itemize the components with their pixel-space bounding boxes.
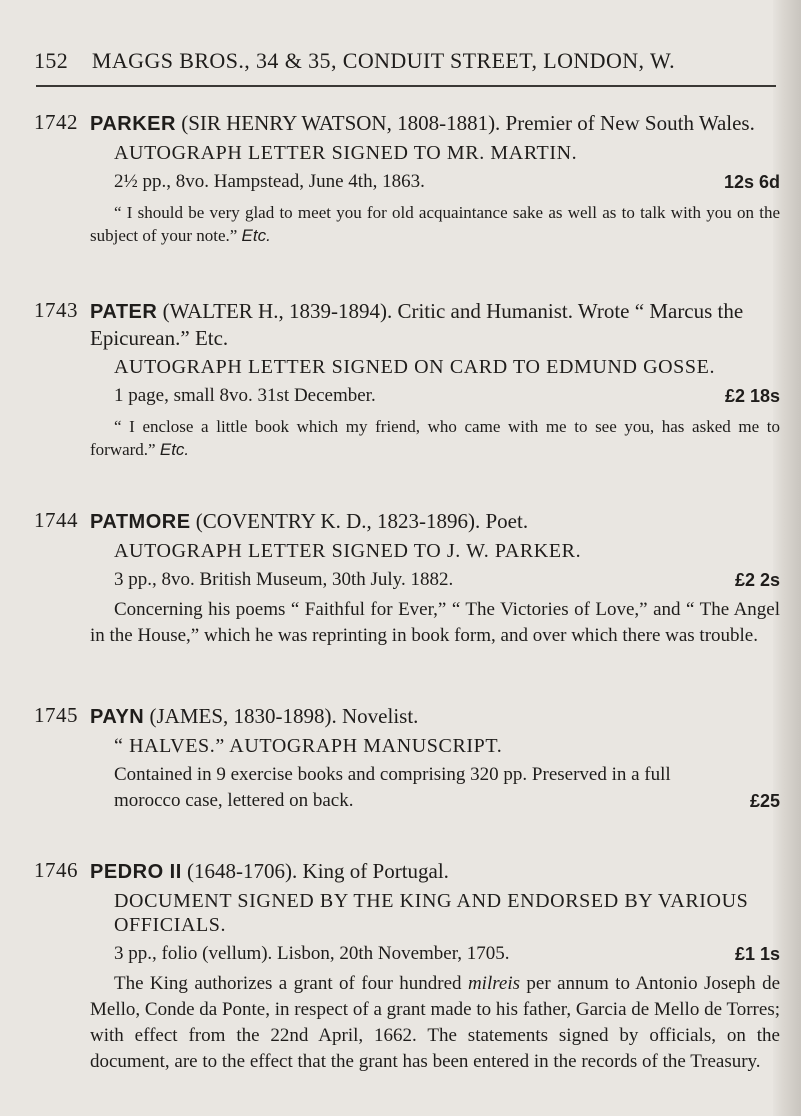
entry-desc-text: 3 pp., folio (vellum). Lisbon, 20th November, 1705. (114, 943, 510, 964)
entry-subtitle: (SIR HENRY WATSON, 1808-1881). Premier of New South Wales. (181, 111, 755, 135)
page-header (34, 48, 774, 74)
entry-title: AUTOGRAPH LETTER SIGNED ON CARD TO EDMUND GOSSE. (114, 356, 716, 378)
catalogue-entry (34, 703, 780, 814)
entry-quote (90, 201, 780, 247)
entry-description (114, 941, 780, 967)
entry-name: PATER (90, 301, 158, 323)
entry-desc-text: 1 page, small 8vo. 31st December. (114, 385, 376, 406)
quote-etc: Etc. (241, 226, 271, 245)
entry-name: PARKER (90, 113, 176, 135)
catalogue-entry (34, 298, 780, 461)
entry-description (114, 383, 780, 409)
note-italic: milreis (467, 973, 521, 994)
entry-name: PATMORE (90, 511, 191, 533)
entry-price: £2 2s (734, 570, 780, 590)
catalogue-entry (34, 110, 780, 247)
lot-number: 1743 (34, 298, 78, 322)
entry-price: £25 (749, 791, 780, 811)
entry-price: 12s 6d (723, 172, 780, 192)
entry-description (114, 567, 780, 593)
lot-number: 1744 (34, 508, 78, 532)
header-text: MAGGS BROS., 34 & 35, CONDUIT STREET, LONDON, W. (91, 48, 675, 73)
quote-text: “ I should be very glad to meet you for old acquaintance sake as well as to talk with you on the subject of your note.” (90, 203, 780, 245)
quote-etc: Etc. (159, 440, 190, 459)
note-text-after: per annum to Antonio Joseph de Mello, Conde da Ponte, in respect of a grant made to his father, Garcia de Mello de Torres; with effect from the 22nd April, 1662. The statements signed by officials, on the document, are to the effect that the grant has been entered in the records of the Treasury. (90, 973, 780, 1072)
entry-subtitle: (JAMES, 1830-1898). Novelist. (149, 704, 419, 728)
entry-title: AUTOGRAPH LETTER SIGNED TO MR. MARTIN. (114, 142, 578, 164)
lot-number: 1746 (34, 858, 78, 882)
header-rule (36, 85, 776, 87)
entry-subtitle: (WALTER H., 1839-1894). Critic and Humanist. Wrote “ Marcus the Epicurean.” Etc. (90, 299, 744, 350)
quote-text: “ I enclose a little book which my friend, who came with me to see you, has asked me to forward.” (90, 417, 780, 459)
catalogue-entry (34, 508, 780, 649)
entry-note: Concerning his poems “ Faithful for Ever,” “ The Victories of Love,” and “ The Angel in the House,” which he was reprinting in book form, and over which there was trouble. (90, 599, 780, 646)
entry-name: PAYN (90, 706, 145, 728)
entry-desc-text: 2½ pp., 8vo. Hampstead, June 4th, 1863. (114, 171, 425, 192)
entry-description (114, 762, 780, 814)
catalogue-entry (34, 858, 780, 1075)
entry-description (114, 169, 780, 195)
entry-price: £2 18s (724, 386, 780, 406)
entry-title: “ HALVES.” AUTOGRAPH MANUSCRIPT. (114, 735, 503, 757)
entry-title: DOCUMENT SIGNED BY THE KING AND ENDORSED BY VARIOUS OFFICIALS. (114, 890, 749, 936)
entry-desc-text: Contained in 9 exercise books and comprising 320 pp. Preserved in a full morocco case, lettered on back. (114, 764, 671, 811)
lot-number: 1742 (34, 110, 78, 134)
entry-note (90, 971, 780, 1075)
entry-name: PEDRO II (90, 861, 182, 883)
entry-quote (90, 415, 780, 461)
entry-subtitle: (1648-1706). King of Portugal. (187, 859, 449, 883)
page-number: 152 (34, 48, 69, 73)
entry-subtitle: (COVENTRY K. D., 1823-1896). Poet. (195, 509, 529, 533)
lot-number: 1745 (34, 703, 78, 727)
note-text-before: The King authorizes a grant of four hundred (114, 973, 462, 994)
entry-desc-text: 3 pp., 8vo. British Museum, 30th July. 1882. (114, 569, 454, 590)
entry-price: £1 1s (734, 944, 780, 964)
entry-title: AUTOGRAPH LETTER SIGNED TO J. W. PARKER. (114, 540, 582, 562)
